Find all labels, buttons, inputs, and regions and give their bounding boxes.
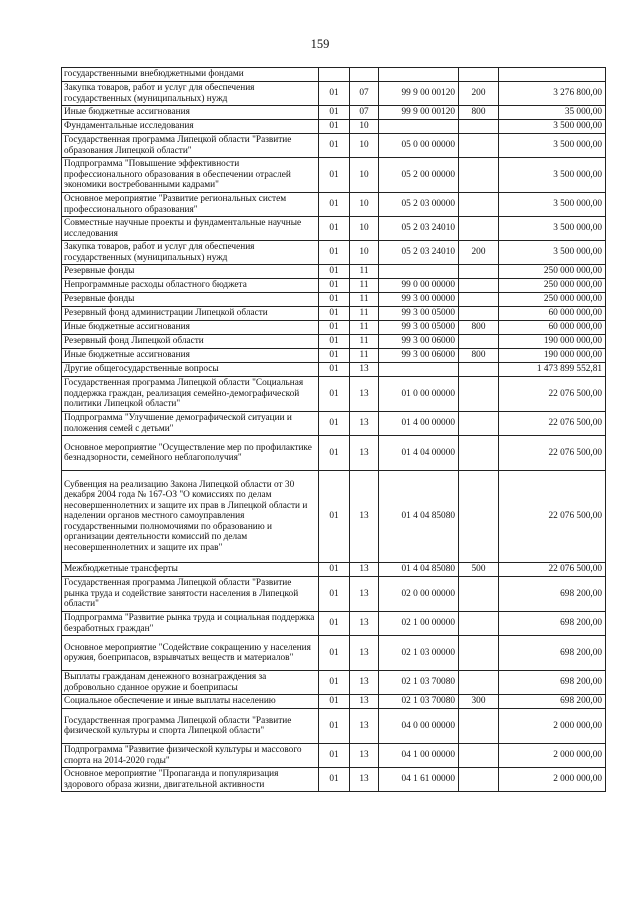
amount-cell: 698 200,00 (499, 695, 606, 709)
section-code-cell: 01 (319, 217, 350, 241)
table-row (62, 636, 606, 671)
table-row (62, 279, 606, 293)
expense-type-cell (459, 709, 499, 744)
expense-type-cell (459, 612, 499, 636)
target-article-cell: 99 3 00 05000 (379, 307, 459, 321)
table-row (62, 241, 606, 265)
expense-name-cell: Государственная программа Липецкой области "Развитие рынка труда и содействие занятости населения в Липецкой области" (62, 577, 319, 612)
target-article-cell (379, 265, 459, 279)
target-article-cell: 99 9 00 00120 (379, 82, 459, 106)
expense-type-cell (459, 120, 499, 134)
section-code-cell: 01 (319, 671, 350, 695)
subsection-code-cell: 13 (350, 768, 379, 792)
expense-name-cell: Резервный фонд администрации Липецкой области (62, 307, 319, 321)
amount-cell: 60 000 000,00 (499, 307, 606, 321)
subsection-code-cell: 13 (350, 377, 379, 412)
expense-name-cell: Иные бюджетные ассигнования (62, 349, 319, 363)
page-number: 159 (310, 37, 330, 51)
section-code-cell: 01 (319, 709, 350, 744)
expense-type-cell: 500 (459, 563, 499, 577)
section-code-cell: 01 (319, 279, 350, 293)
target-article-cell: 01 4 00 00000 (379, 412, 459, 436)
subsection-code-cell: 10 (350, 134, 379, 158)
expense-type-cell (459, 577, 499, 612)
table-row (62, 671, 606, 695)
table-row (62, 321, 606, 335)
subsection-code-cell: 13 (350, 695, 379, 709)
section-code-cell: 01 (319, 612, 350, 636)
target-article-cell: 99 3 00 06000 (379, 349, 459, 363)
expense-name-cell: Подпрограмма "Улучшение демографической ситуации и положения семей с детьми" (62, 412, 319, 436)
target-article-cell (379, 68, 459, 82)
amount-cell: 22 076 500,00 (499, 436, 606, 471)
target-article-cell: 04 0 00 00000 (379, 709, 459, 744)
section-code-cell: 01 (319, 695, 350, 709)
section-code-cell: 01 (319, 134, 350, 158)
amount-cell: 22 076 500,00 (499, 412, 606, 436)
section-code-cell: 01 (319, 349, 350, 363)
expense-type-cell (459, 335, 499, 349)
table-row (62, 612, 606, 636)
target-article-cell: 01 4 04 00000 (379, 436, 459, 471)
table-row (62, 563, 606, 577)
amount-cell: 698 200,00 (499, 671, 606, 695)
subsection-code-cell: 10 (350, 120, 379, 134)
table-row (62, 120, 606, 134)
expense-type-cell (459, 307, 499, 321)
expense-type-cell: 800 (459, 321, 499, 335)
subsection-code-cell: 10 (350, 217, 379, 241)
expense-name-cell: Межбюджетные трансферты (62, 563, 319, 577)
amount-cell: 250 000 000,00 (499, 265, 606, 279)
target-article-cell: 02 1 00 00000 (379, 612, 459, 636)
expense-name-cell: Основное мероприятие "Содействие сокращению у населения оружия, боеприпасов, взрывчатых веществ и материалов" (62, 636, 319, 671)
table-row (62, 68, 606, 82)
section-code-cell: 01 (319, 412, 350, 436)
section-code-cell: 01 (319, 436, 350, 471)
expense-type-cell (459, 436, 499, 471)
table-row (62, 82, 606, 106)
section-code-cell: 01 (319, 321, 350, 335)
expense-name-cell: Субвенция на реализацию Закона Липецкой области от 30 декабря 2004 года № 167-ОЗ "О комиссиях по делам несовершеннолетних и защите их прав в Липецкой области и наделении органов местного самоуправления государственными полномочиями по образованию и организации деятельности комиссий по делам несовершеннолетних и защите их прав" (62, 471, 319, 563)
table-row (62, 349, 606, 363)
amount-cell: 22 076 500,00 (499, 471, 606, 563)
target-article-cell (379, 120, 459, 134)
table-row (62, 436, 606, 471)
subsection-code-cell: 13 (350, 563, 379, 577)
expense-type-cell (459, 377, 499, 412)
section-code-cell: 01 (319, 120, 350, 134)
table-row (62, 106, 606, 120)
expense-type-cell (459, 217, 499, 241)
expense-type-cell (459, 134, 499, 158)
target-article-cell (379, 363, 459, 377)
subsection-code-cell: 11 (350, 335, 379, 349)
target-article-cell: 02 1 03 00000 (379, 636, 459, 671)
amount-cell: 2 000 000,00 (499, 709, 606, 744)
table-row (62, 363, 606, 377)
subsection-code-cell: 13 (350, 612, 379, 636)
target-article-cell: 99 9 00 00120 (379, 106, 459, 120)
target-article-cell: 05 0 00 00000 (379, 134, 459, 158)
subsection-code-cell: 13 (350, 671, 379, 695)
expense-type-cell (459, 671, 499, 695)
section-code-cell: 01 (319, 106, 350, 120)
expense-type-cell (459, 636, 499, 671)
amount-cell (499, 68, 606, 82)
table-row (62, 265, 606, 279)
section-code-cell: 01 (319, 471, 350, 563)
subsection-code-cell: 07 (350, 82, 379, 106)
amount-cell: 250 000 000,00 (499, 293, 606, 307)
amount-cell: 698 200,00 (499, 612, 606, 636)
expense-name-cell: Резервные фонды (62, 265, 319, 279)
amount-cell: 3 500 000,00 (499, 120, 606, 134)
amount-cell: 2 000 000,00 (499, 768, 606, 792)
amount-cell: 2 000 000,00 (499, 744, 606, 768)
section-code-cell: 01 (319, 293, 350, 307)
subsection-code-cell: 10 (350, 241, 379, 265)
amount-cell: 190 000 000,00 (499, 349, 606, 363)
expense-name-cell: Другие общегосударственные вопросы (62, 363, 319, 377)
expense-type-cell (459, 363, 499, 377)
table-row (62, 293, 606, 307)
expense-name-cell: Иные бюджетные ассигнования (62, 321, 319, 335)
expense-name-cell: Государственная программа Липецкой области "Социальная поддержка граждан, реализация семейно-демографической политики Липецкой области" (62, 377, 319, 412)
table-row (62, 471, 606, 563)
expense-type-cell (459, 279, 499, 293)
table-row (62, 158, 606, 193)
target-article-cell: 01 4 04 85080 (379, 471, 459, 563)
table-row (62, 134, 606, 158)
subsection-code-cell (350, 68, 379, 82)
expense-name-cell: Основное мероприятие "Пропаганда и популяризация здорового образа жизни, двигательной активности (62, 768, 319, 792)
expense-name-cell: Непрограммные расходы областного бюджета (62, 279, 319, 293)
target-article-cell: 99 3 00 06000 (379, 335, 459, 349)
amount-cell: 250 000 000,00 (499, 279, 606, 293)
amount-cell: 3 276 800,00 (499, 82, 606, 106)
table-row (62, 335, 606, 349)
target-article-cell: 99 0 00 00000 (379, 279, 459, 293)
subsection-code-cell: 13 (350, 577, 379, 612)
expense-name-cell: Государственная программа Липецкой области "Развитие физической культуры и спорта Липецкой области" (62, 709, 319, 744)
expense-type-cell: 300 (459, 695, 499, 709)
target-article-cell: 02 1 03 70080 (379, 695, 459, 709)
table-row (62, 307, 606, 321)
subsection-code-cell: 11 (350, 293, 379, 307)
amount-cell: 698 200,00 (499, 636, 606, 671)
amount-cell: 60 000 000,00 (499, 321, 606, 335)
subsection-code-cell: 10 (350, 193, 379, 217)
target-article-cell: 05 2 03 00000 (379, 193, 459, 217)
expense-type-cell: 800 (459, 106, 499, 120)
section-code-cell: 01 (319, 636, 350, 671)
subsection-code-cell: 13 (350, 709, 379, 744)
section-code-cell: 01 (319, 335, 350, 349)
section-code-cell: 01 (319, 307, 350, 321)
table-row (62, 709, 606, 744)
subsection-code-cell: 07 (350, 106, 379, 120)
expense-name-cell: Закупка товаров, работ и услуг для обеспечения государственных (муниципальных) нужд (62, 82, 319, 106)
expense-name-cell: Совместные научные проекты и фундаментальные научные исследования (62, 217, 319, 241)
table-row (62, 193, 606, 217)
amount-cell: 698 200,00 (499, 577, 606, 612)
target-article-cell: 05 2 03 24010 (379, 217, 459, 241)
table-row (62, 577, 606, 612)
expense-name-cell: Закупка товаров, работ и услуг для обеспечения государственных (муниципальных) нужд (62, 241, 319, 265)
expense-name-cell: Основное мероприятие "Осуществление мер по профилактике безнадзорности, семейного неблагополучия" (62, 436, 319, 471)
expense-type-cell (459, 193, 499, 217)
amount-cell: 190 000 000,00 (499, 335, 606, 349)
section-code-cell: 01 (319, 265, 350, 279)
target-article-cell: 02 0 00 00000 (379, 577, 459, 612)
expense-type-cell: 200 (459, 241, 499, 265)
subsection-code-cell: 13 (350, 363, 379, 377)
target-article-cell: 01 0 00 00000 (379, 377, 459, 412)
amount-cell: 3 500 000,00 (499, 241, 606, 265)
subsection-code-cell: 11 (350, 279, 379, 293)
target-article-cell: 02 1 03 70080 (379, 671, 459, 695)
section-code-cell: 01 (319, 563, 350, 577)
table-row (62, 217, 606, 241)
subsection-code-cell: 13 (350, 471, 379, 563)
expense-type-cell (459, 768, 499, 792)
expense-name-cell: Подпрограмма "Развитие физической культуры и массового спорта на 2014-2020 годы" (62, 744, 319, 768)
section-code-cell: 01 (319, 193, 350, 217)
expense-name-cell: Выплаты гражданам денежного вознаграждения за добровольно сданное оружие и боеприпасы (62, 671, 319, 695)
expense-type-cell (459, 68, 499, 82)
section-code-cell: 01 (319, 241, 350, 265)
expense-name-cell: Резервные фонды (62, 293, 319, 307)
subsection-code-cell: 11 (350, 321, 379, 335)
table-row (62, 377, 606, 412)
expense-name-cell: Иные бюджетные ассигнования (62, 106, 319, 120)
amount-cell: 3 500 000,00 (499, 158, 606, 193)
expense-name-cell: Подпрограмма "Развитие рынка труда и социальная поддержка безработных граждан" (62, 612, 319, 636)
expense-type-cell (459, 412, 499, 436)
expense-type-cell (459, 265, 499, 279)
section-code-cell: 01 (319, 768, 350, 792)
subsection-code-cell: 13 (350, 412, 379, 436)
expense-name-cell: государственными внебюджетными фондами (62, 68, 319, 82)
section-code-cell: 01 (319, 363, 350, 377)
expense-type-cell: 200 (459, 82, 499, 106)
budget-table-body (62, 68, 606, 792)
amount-cell: 1 473 899 552,81 (499, 363, 606, 377)
table-row (62, 744, 606, 768)
section-code-cell: 01 (319, 377, 350, 412)
expense-name-cell: Резервный фонд Липецкой области (62, 335, 319, 349)
expense-type-cell (459, 471, 499, 563)
expense-name-cell: Государственная программа Липецкой области "Развитие образования Липецкой области" (62, 134, 319, 158)
target-article-cell: 05 2 00 00000 (379, 158, 459, 193)
subsection-code-cell: 13 (350, 636, 379, 671)
target-article-cell: 04 1 00 00000 (379, 744, 459, 768)
section-code-cell: 01 (319, 744, 350, 768)
amount-cell: 3 500 000,00 (499, 217, 606, 241)
subsection-code-cell: 11 (350, 265, 379, 279)
amount-cell: 3 500 000,00 (499, 193, 606, 217)
budget-table (61, 67, 606, 792)
section-code-cell: 01 (319, 82, 350, 106)
table-row (62, 695, 606, 709)
target-article-cell: 01 4 04 85080 (379, 563, 459, 577)
amount-cell: 3 500 000,00 (499, 134, 606, 158)
amount-cell: 22 076 500,00 (499, 377, 606, 412)
expense-name-cell: Основное мероприятие "Развитие региональных систем профессионального образования" (62, 193, 319, 217)
expense-type-cell (459, 158, 499, 193)
subsection-code-cell: 11 (350, 349, 379, 363)
subsection-code-cell: 10 (350, 158, 379, 193)
amount-cell: 22 076 500,00 (499, 563, 606, 577)
target-article-cell: 99 3 00 00000 (379, 293, 459, 307)
expense-type-cell: 800 (459, 349, 499, 363)
expense-name-cell: Социальное обеспечение и иные выплаты населению (62, 695, 319, 709)
target-article-cell: 99 3 00 05000 (379, 321, 459, 335)
expense-type-cell (459, 744, 499, 768)
subsection-code-cell: 11 (350, 307, 379, 321)
table-row (62, 768, 606, 792)
section-code-cell: 01 (319, 158, 350, 193)
table-row (62, 412, 606, 436)
target-article-cell: 04 1 61 00000 (379, 768, 459, 792)
subsection-code-cell: 13 (350, 744, 379, 768)
section-code-cell (319, 68, 350, 82)
expense-name-cell: Подпрограмма "Повышение эффективности профессионального образования в обеспечении отраслей экономики востребованными кадрами" (62, 158, 319, 193)
target-article-cell: 05 2 03 24010 (379, 241, 459, 265)
expense-name-cell: Фундаментальные исследования (62, 120, 319, 134)
subsection-code-cell: 13 (350, 436, 379, 471)
expense-type-cell (459, 293, 499, 307)
section-code-cell: 01 (319, 577, 350, 612)
amount-cell: 35 000,00 (499, 106, 606, 120)
